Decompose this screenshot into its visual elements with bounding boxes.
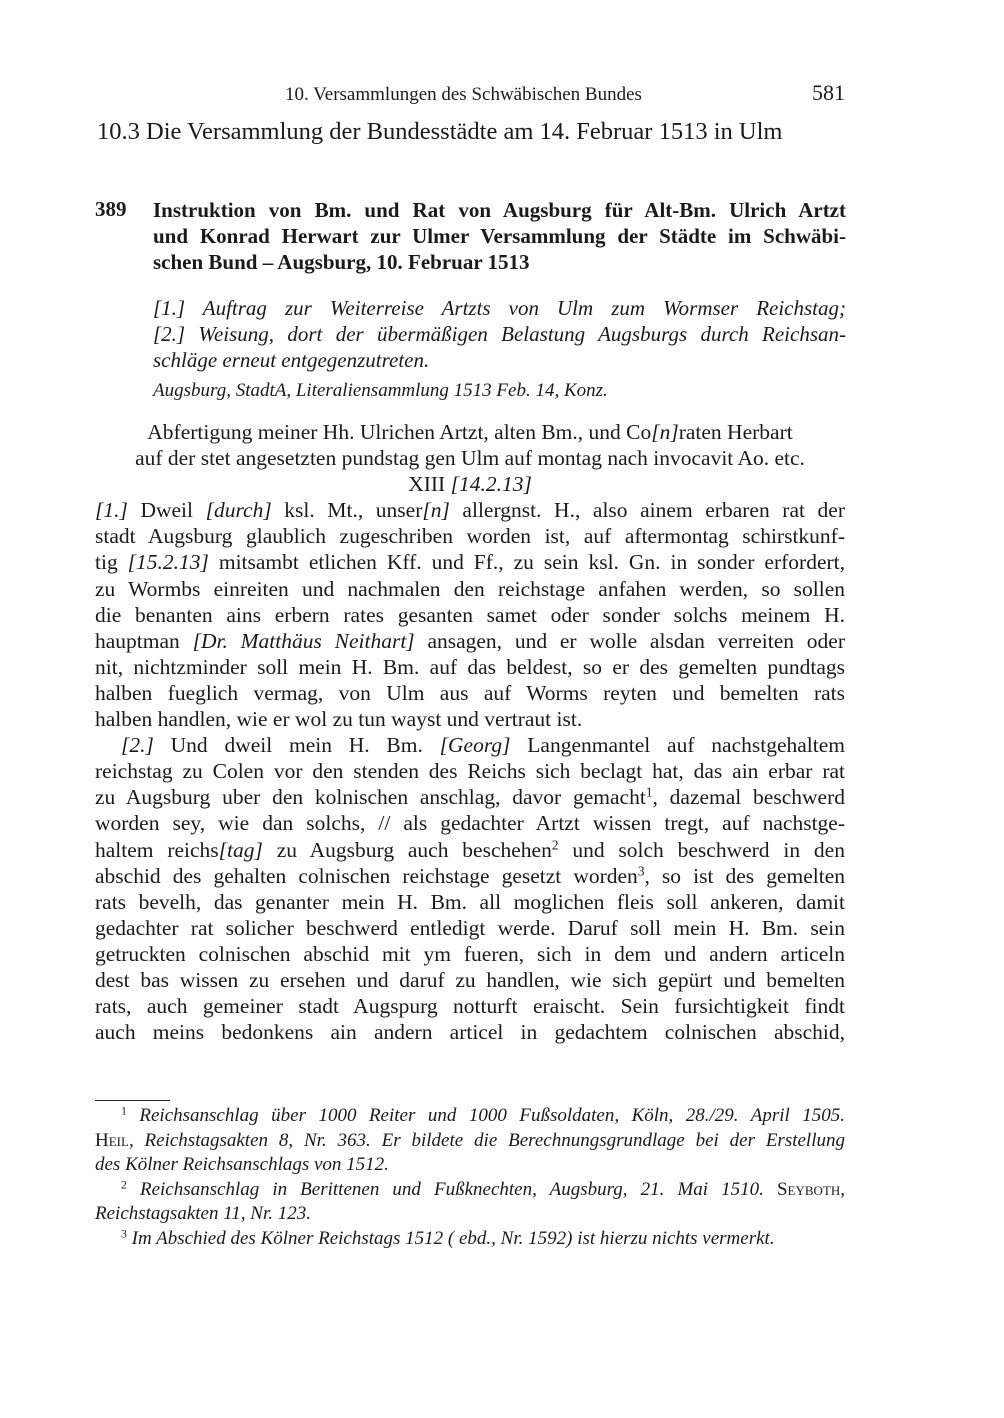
footnote-line <box>95 1129 845 1154</box>
editorial-text: Reichsanschlag in Berittenen und Fußknechten, Augsburg, 21. Mai 1510. <box>139 1178 777 1200</box>
text-segment <box>127 1105 140 1126</box>
footnote-marker: 3 <box>121 1227 127 1241</box>
running-head-title: 10. Versammlungen des Schwäbischen Bundes <box>285 84 642 105</box>
body-line <box>95 993 845 1019</box>
footnote-marker: 3 <box>637 863 645 879</box>
archival-source: Augsburg, StadtA, Literaliensammlung 1513 Feb. 14, Konz. <box>153 380 608 401</box>
text-segment: XIII <box>408 472 451 497</box>
text-segment: und solch beschwerd in den <box>558 837 845 862</box>
text-segment: Langenmantel auf nachstgehaltem <box>510 733 845 758</box>
text-segment <box>127 1179 140 1200</box>
text-segment: Und dweil mein H. Bm. <box>153 733 440 758</box>
body-line <box>95 497 845 523</box>
text-segment: Dweil <box>127 498 206 523</box>
editorial-text: des Kölner Reichsanschlags von 1512. <box>95 1154 389 1175</box>
text-segment: haltem reichs <box>95 837 219 862</box>
text-segment: nit, nichtzminder soll mein H. Bm. auf das beldest, so er des gemelten pundtags <box>95 654 845 679</box>
summary-line: [2.] Weisung, dort der übermäßigen Belastung Augsburgs durch Reichsan- <box>153 322 846 346</box>
text-segment: getruckten colnischen abschid mit ym fueren, sich in dem und andern articeln <box>95 941 845 966</box>
text-segment: zu Wormbs einreiten und nachmalen den reichstage anfahen werden, so sollen <box>95 576 845 601</box>
text-segment: auf der stet angesetzten pundstag gen Ulm auf montag nach invocavit Ao. etc. <box>135 446 805 471</box>
editorial-text: [Dr. Matthäus Neithart] <box>192 628 415 653</box>
text-segment: tig <box>95 550 128 575</box>
body-line <box>95 680 845 706</box>
footnote-line <box>95 1202 845 1227</box>
footnotes <box>95 1104 845 1251</box>
text-segment: zu Augsburg uber den kolnischen anschlag, davor gemacht <box>95 785 646 810</box>
body-line <box>95 523 845 549</box>
footnote-marker: 2 <box>121 1178 127 1192</box>
footnote-marker: 1 <box>645 784 653 800</box>
editorial-text: [Georg] <box>439 733 511 758</box>
editorial-text: [durch] <box>205 498 272 523</box>
footnote-rule <box>95 1100 170 1101</box>
body-line <box>95 863 845 889</box>
text-segment: mitsambt etlichen Kff. und Ff., zu sein ksl. Gn. in sonder erfordert, <box>208 550 845 575</box>
body-line <box>95 576 845 602</box>
text-segment: Heil <box>95 1129 129 1151</box>
body-line <box>95 1019 845 1045</box>
text-segment: halben handlen, wie er wol zu tun wayst und vertraut ist. <box>95 707 583 732</box>
section-title: 10.3 Die Versammlung der Bundesstädte am 14. Februar 1513 in Ulm <box>97 118 783 145</box>
editorial-text: [1.] <box>95 498 128 523</box>
heading-line: schen Bund – Augsburg, 10. Februar 1513 <box>153 250 530 274</box>
document-body <box>95 419 845 1045</box>
body-line <box>95 837 845 863</box>
heading-line: Instruktion von Bm. und Rat von Augsburg für Alt-Bm. Ulrich Artzt <box>153 198 846 222</box>
text-segment: auch meins bedonkens ain andern articel in gedachtem colnischen abschid, <box>95 1020 845 1045</box>
body-line <box>95 810 845 836</box>
document-summary <box>153 295 846 373</box>
editorial-text: [n] <box>651 420 679 444</box>
text-segment: , so ist des gemelten <box>644 863 846 888</box>
body-line <box>95 732 845 758</box>
text-segment: raten Herbart <box>678 420 793 444</box>
text-segment: Seyboth <box>776 1178 841 1200</box>
text-segment: , dazemal beschwerd <box>652 785 845 810</box>
editorial-text: , Reichstagsakten 8, Nr. 363. Er bildete die Berechnungsgrundlage bei der Erstellung <box>128 1129 845 1151</box>
editorial-text: [2.] <box>121 733 154 758</box>
body-line <box>95 706 845 732</box>
footnote-marker: 1 <box>121 1104 127 1118</box>
footnote-line <box>95 1178 845 1203</box>
text-segment: stadt Augsburg glaublich zugeschriben worden ist, auf aftermontag schirstkunf- <box>95 524 845 549</box>
body-line <box>95 471 845 497</box>
text-segment: ksl. Mt., unser <box>271 498 423 523</box>
editorial-text: [15.2.13] <box>127 550 209 575</box>
body-line <box>95 758 845 784</box>
footnote-line <box>95 1104 845 1129</box>
text-segment: abschid des gehalten colnischen reichstage gesetzt worden <box>95 863 638 888</box>
body-line <box>95 628 845 654</box>
body-line <box>95 889 845 915</box>
body-line <box>95 549 845 575</box>
editorial-text: Reichstagsakten 11, Nr. 123. <box>95 1203 312 1224</box>
body-line <box>95 602 845 628</box>
footnote-line <box>95 1153 845 1178</box>
text-segment: ansagen, und er wolle alsdan verreiten oder <box>414 628 845 653</box>
text-segment: rats bevelh, das genanter mein H. Bm. all moglichen fleis soll ankeren, damit <box>95 889 845 914</box>
body-line <box>95 654 845 680</box>
editorial-text: [n] <box>422 498 450 523</box>
text-segment: dest bas wissen zu ersehen und daruf zu handlen, wie sich gepürt und bemelten <box>95 967 845 992</box>
document-heading <box>153 197 846 275</box>
document-number: 389 <box>95 197 127 221</box>
body-line <box>95 967 845 993</box>
text-segment: die benanten ains erbern rates gesanten samet oder sonder solchs meinem H. <box>95 602 845 627</box>
body-line <box>95 784 845 810</box>
text-segment: reichstag zu Colen vor den stenden des Reichs sich beclagt hat, das ain erbar rat <box>95 759 845 784</box>
text-segment: halben fueglich vermag, von Ulm aus auf Worms reyten und bemelten rats <box>95 680 845 705</box>
editorial-text: [tag] <box>218 837 263 862</box>
body-line <box>95 419 845 445</box>
body-line <box>95 915 845 941</box>
editorial-text: , <box>840 1178 846 1200</box>
footnote-line <box>95 1227 845 1252</box>
summary-line: [1.] Auftrag zur Weiterreise Artzts von Ulm zum Wormser Reichstag; <box>153 296 846 320</box>
summary-line: schläge erneut entgegenzutreten. <box>153 348 430 372</box>
page-number: 581 <box>812 80 845 105</box>
footnote-marker: 2 <box>551 837 559 853</box>
body-line <box>95 941 845 967</box>
text-segment: zu Augsburg auch beschehen <box>262 837 552 862</box>
text-segment: hauptman <box>95 628 193 653</box>
text-segment: worden sey, wie dan solchs, // als gedachter Artzt wissen tregt, auf nachstge- <box>95 811 845 836</box>
text-segment: allergnst. H., also ainem erbaren rat der <box>449 498 846 523</box>
body-line <box>95 445 845 471</box>
text-segment: rats, auch gemeiner stadt Augspurg notturft eraischt. Sein fursichtigkeit findt <box>95 994 845 1019</box>
text-segment: gedachter rat solicher beschwerd entledigt werde. Daruf soll mein H. Bm. sein <box>95 915 845 940</box>
editorial-text: Im Abschied des Kölner Reichstags 1512 ( ebd., Nr. 1592) ist hierzu nichts vermerkt. <box>131 1227 775 1249</box>
editorial-text: [14.2.13] <box>450 472 532 497</box>
editorial-text: Reichsanschlag über 1000 Reiter und 1000 Fußsoldaten, Köln, 28./29. April 1505. <box>139 1105 846 1126</box>
heading-line: und Konrad Herwart zur Ulmer Versammlung der Städte im Schwäbi- <box>153 224 846 248</box>
text-segment: Abfertigung meiner Hh. Ulrichen Artzt, alten Bm., und Co <box>147 420 652 444</box>
